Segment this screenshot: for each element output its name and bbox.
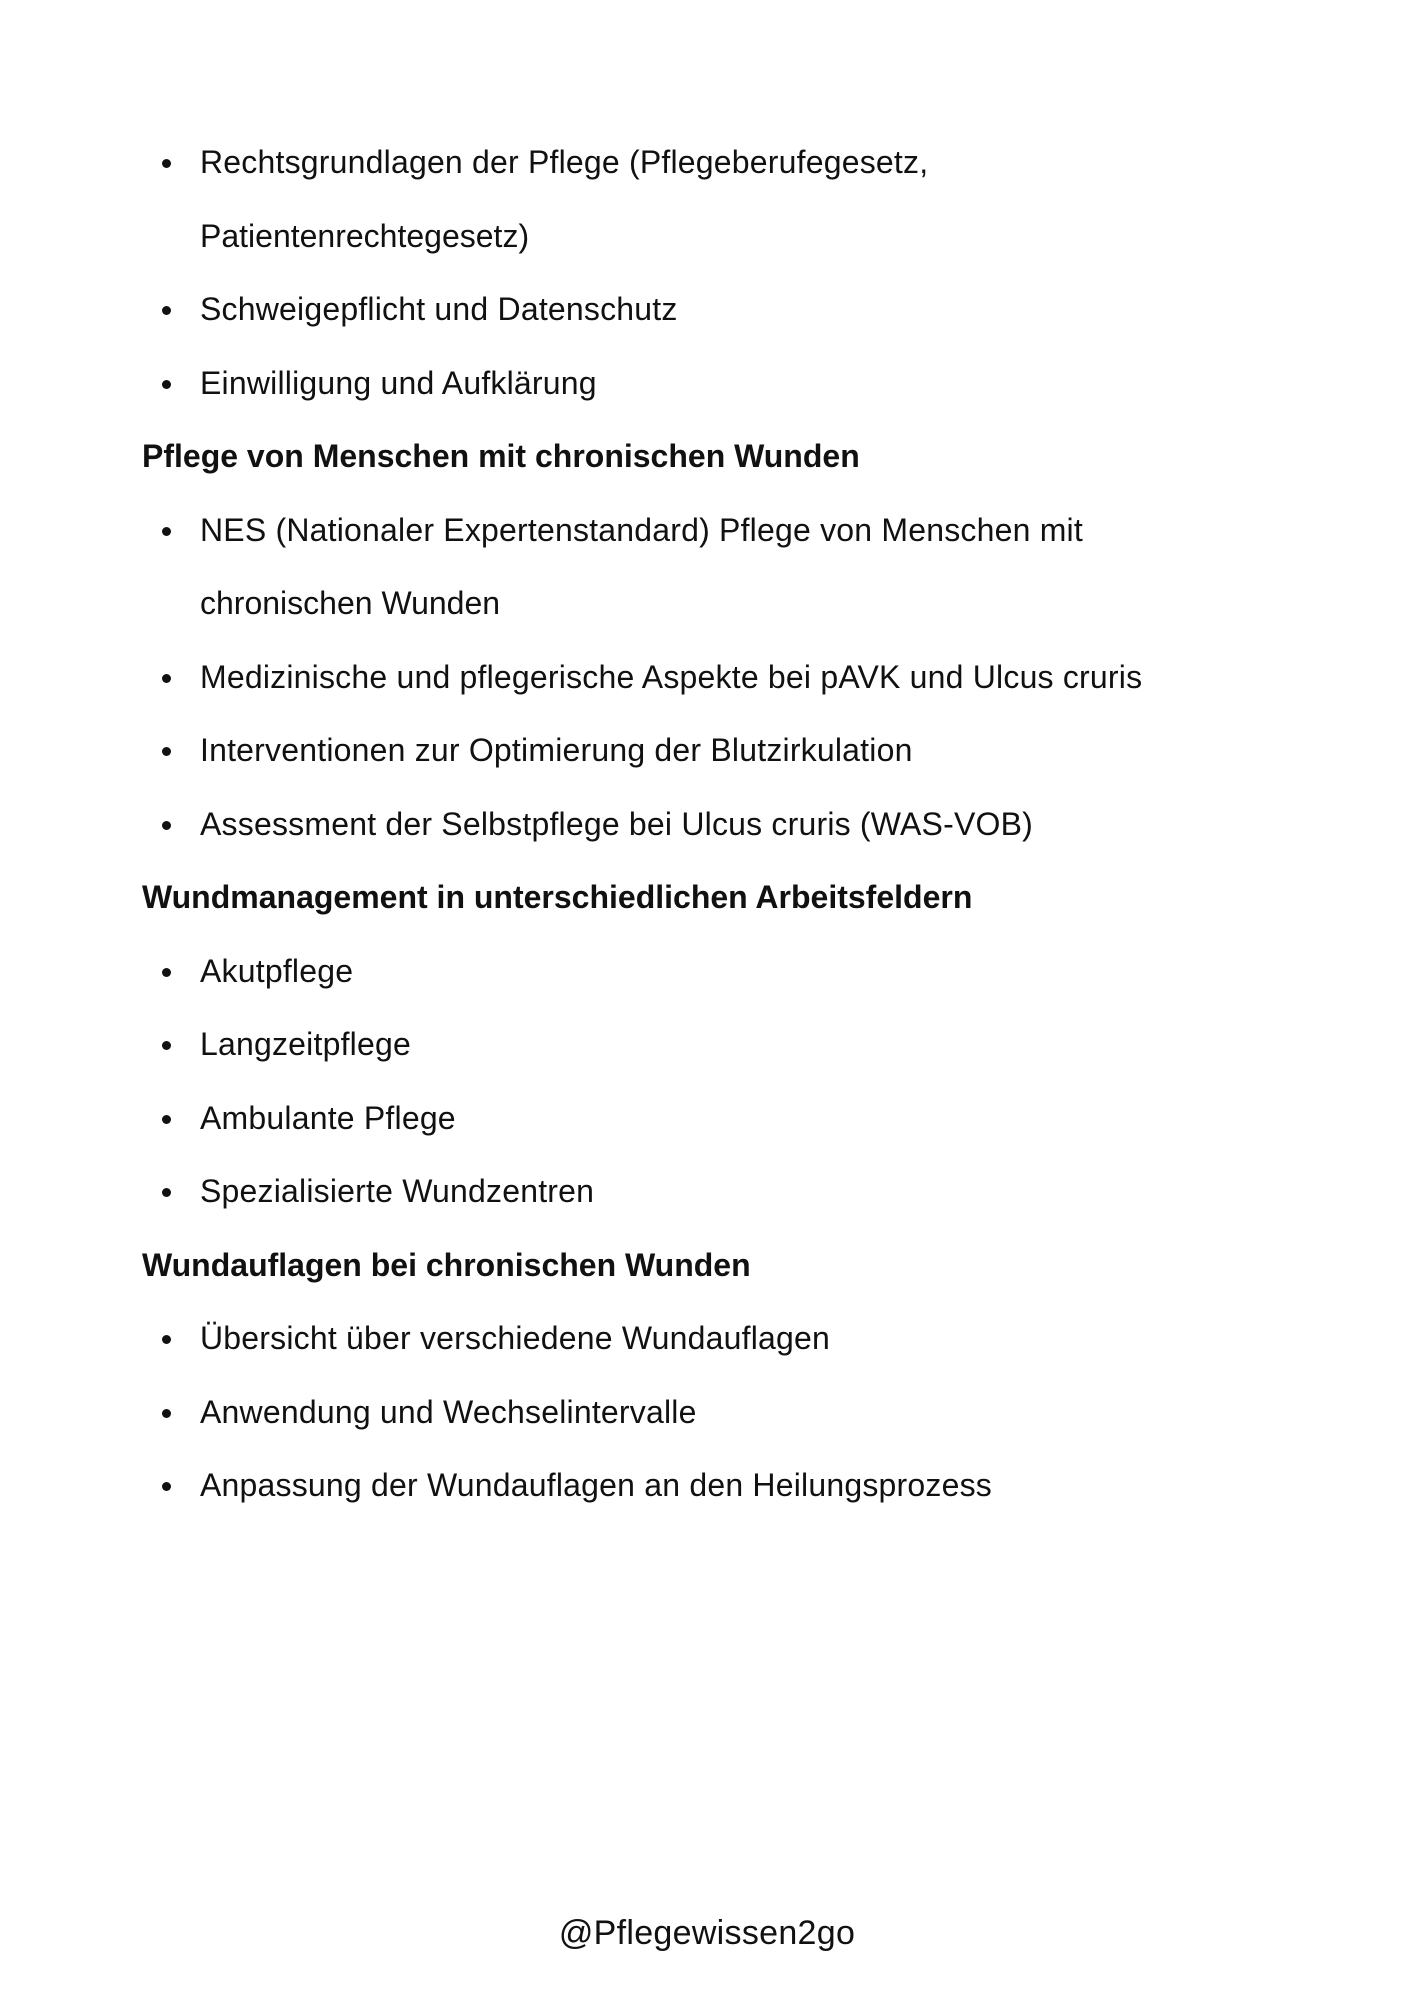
list-item (142, 641, 1302, 715)
footer-handle: @Pflegewissen2go (558, 1914, 856, 1952)
list-item (142, 1302, 1302, 1376)
list-item-text: Rechtsgrundlagen der Pflege (Pflegeberufegesetz, (200, 144, 929, 180)
section-legal (142, 126, 1302, 420)
section-heading: Pflege von Menschen mit chronischen Wunden (142, 438, 860, 474)
list-item-text: Einwilligung und Aufklärung (200, 364, 597, 401)
bullet-icon (162, 159, 171, 168)
bullet-icon (162, 306, 171, 315)
bullet-icon (162, 1041, 171, 1050)
bullet-icon (162, 968, 171, 977)
list-item-text: Assessment der Selbstpflege bei Ulcus cruris (WAS-VOB) (200, 805, 1033, 842)
bullet-icon (162, 380, 171, 389)
list-item-text: Medizinische und pflegerische Aspekte bei pAVK und Ulcus cruris (200, 658, 1143, 695)
section-wound-dressings (142, 1229, 1302, 1523)
list-item (142, 494, 1302, 568)
section-heading: Wundauflagen bei chronischen Wunden (142, 1246, 751, 1283)
bullet-icon (162, 1115, 171, 1124)
list-item (142, 347, 1302, 421)
list-item (142, 273, 1302, 347)
list-item-continuation (142, 200, 1302, 274)
bullet-icon (162, 821, 171, 830)
list-item (142, 788, 1302, 862)
bullet-icon (162, 527, 171, 536)
list-item-text: Langzeitpflege (200, 1026, 411, 1062)
bullet-icon (162, 1409, 171, 1418)
list-item (142, 126, 1302, 200)
list-item-text: Anpassung der Wundauflagen an den Heilungsprozess (200, 1467, 992, 1503)
list-item-text: Akutpflege (200, 952, 354, 989)
list-item (142, 1376, 1302, 1450)
section-wound-management (142, 861, 1302, 1229)
list-item (142, 935, 1302, 1009)
list-item-text: Ambulante Pflege (200, 1099, 456, 1136)
list-item-text: chronischen Wunden (200, 585, 501, 621)
list-item-text: Schweigepflicht und Datenschutz (200, 291, 678, 327)
list-item-text: Anwendung und Wechselintervalle (200, 1393, 697, 1430)
list-item-text: Spezialisierte Wundzentren (200, 1173, 595, 1209)
document-content (142, 126, 1302, 1523)
bullet-icon (162, 674, 171, 683)
list-item (142, 1449, 1302, 1523)
bullet-icon (162, 1482, 171, 1491)
list-item-text: Patientenrechtegesetz) (200, 217, 530, 254)
section-chronic-wounds (142, 420, 1302, 861)
list-item-text: NES (Nationaler Expertenstandard) Pflege von Menschen mit (200, 511, 1083, 548)
list-item-continuation (142, 567, 1302, 641)
list-item (142, 1155, 1302, 1229)
bullet-icon (162, 1188, 171, 1197)
bullet-icon (162, 747, 171, 756)
list-item-text: Übersicht über verschiedene Wundauflagen (200, 1320, 831, 1356)
list-item (142, 1008, 1302, 1082)
list-item (142, 1082, 1302, 1156)
list-item-text: Interventionen zur Optimierung der Blutzirkulation (200, 732, 913, 768)
section-heading: Wundmanagement in unterschiedlichen Arbeitsfeldern (142, 879, 973, 915)
list-item (142, 714, 1302, 788)
bullet-icon (162, 1335, 171, 1344)
